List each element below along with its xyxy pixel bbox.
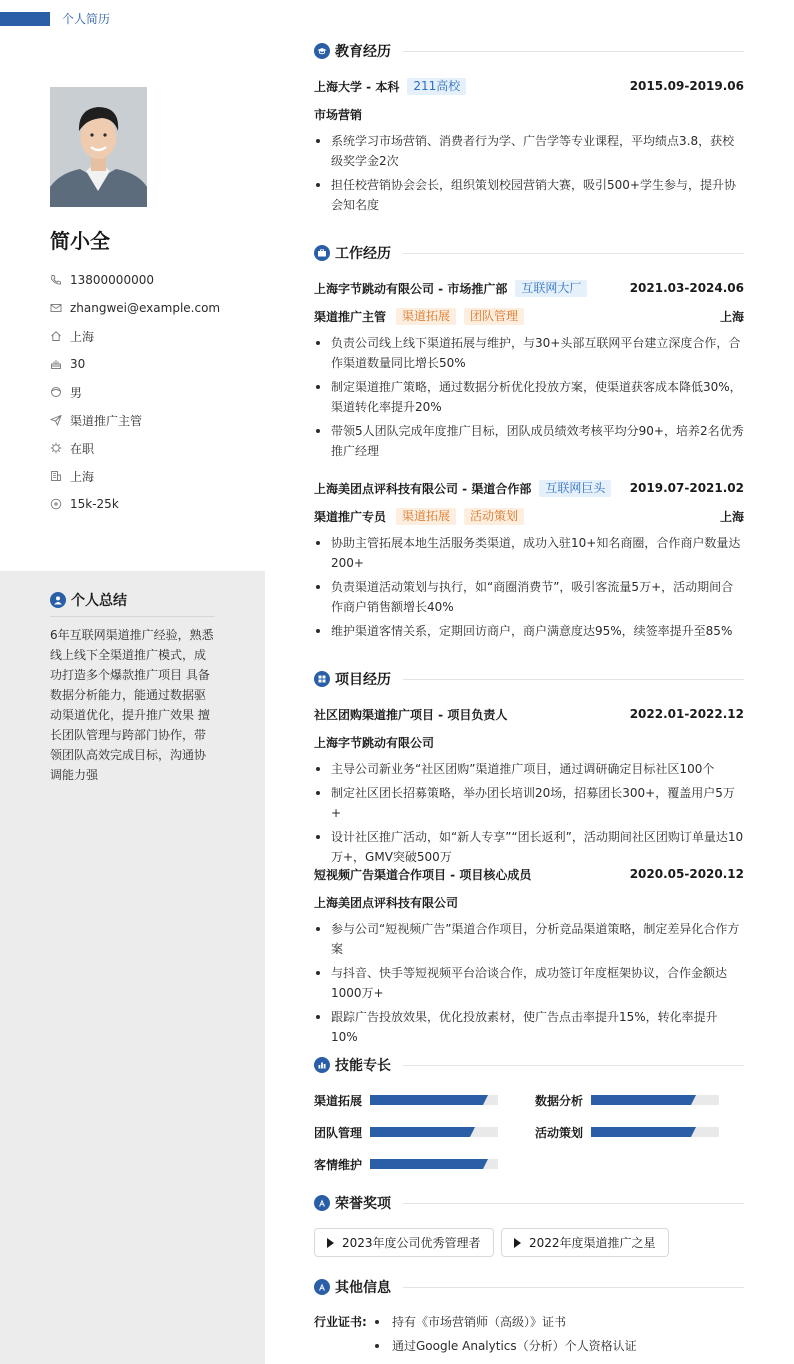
skills-divider [403, 1065, 744, 1066]
project-date: 2022.01-2022.12 [629, 707, 744, 721]
summary-line: 线上线下全渠道推广模式，成 [50, 648, 207, 662]
grid-icon [314, 671, 330, 687]
money-icon [50, 498, 62, 510]
header-accent-bar [0, 12, 50, 26]
info-position-text: 渠道推广主管 [70, 413, 143, 428]
job-role-row [314, 307, 744, 325]
status-icon [50, 442, 62, 454]
education-major [314, 105, 744, 123]
list-item: 协助主管拓展本地生活服务类渠道，成功入驻10+知名商圈，合作商户数量达200+ [314, 533, 744, 573]
project-company: 上海美团点评科技有限公司 [314, 895, 459, 910]
graduation-cap-icon [314, 43, 330, 59]
summary-text [50, 625, 220, 785]
skill-bar [591, 1095, 719, 1105]
project-header [314, 705, 744, 723]
info-email-text: zhangwei@example.com [70, 301, 221, 315]
summary-line: 6年互联网渠道推广经验，熟悉 [50, 628, 214, 642]
certificate-label: 行业证书: [314, 1315, 367, 1329]
award-label: 2022年度渠道推广之星 [529, 1236, 656, 1250]
summary-heading [50, 590, 127, 610]
projects-divider [403, 679, 744, 680]
job-header [314, 279, 744, 297]
project-company-row [314, 733, 744, 751]
project-bullets [314, 759, 744, 871]
play-icon [514, 1238, 521, 1248]
info-age [50, 350, 220, 378]
skill-bar-fill [591, 1095, 691, 1105]
education-bullets [314, 131, 744, 219]
skill-row [314, 1124, 498, 1140]
send-icon [50, 414, 62, 426]
skill-bar-fill [370, 1159, 483, 1169]
home-icon [50, 330, 62, 342]
list-item: 通过Google Analytics（分析）个人资格认证 [372, 1336, 752, 1356]
avatar [50, 87, 147, 207]
list-item: 参与公司“短视频广告”渠道合作项目，分析竞品渠道策略，制定差异化合作方案 [314, 919, 744, 959]
summary-line: 动渠道优化，提升推广效果 擅 [50, 708, 210, 722]
other-divider [403, 1287, 744, 1288]
list-item: 负责渠道活动策划与执行，如“商圈消费节”，吸引客流量5万+，活动期间合作商户销售额增长40% [314, 577, 744, 617]
info-work-city-text: 上海 [70, 469, 95, 484]
skill-label: 客情维护 [314, 1157, 363, 1172]
skill-label: 团队管理 [314, 1125, 363, 1140]
job-role: 渠道推广主管 [314, 309, 387, 324]
skills-title: 技能专长 [335, 1058, 391, 1074]
skill-bar [591, 1127, 719, 1137]
project-header [314, 865, 744, 883]
skill-row [314, 1092, 498, 1108]
skill-bar [370, 1095, 498, 1105]
summary-divider [50, 616, 215, 617]
info-gender-text: 男 [70, 385, 83, 400]
user-icon [50, 592, 66, 608]
info-gender [50, 378, 220, 406]
profile-name: 简小全 [50, 229, 110, 253]
job-city: 上海 [719, 509, 744, 524]
education-date: 2015.09-2019.06 [629, 79, 744, 93]
school-tag: 211高校 [407, 78, 466, 95]
job-role-row [314, 507, 744, 525]
list-item: 跟踪广告投放效果，优化投放素材，使广告点击率提升15%，转化率提升10% [314, 1007, 744, 1047]
list-item: 担任校营销协会会长，组织策划校园营销大赛，吸引500+学生参与，提升协会知名度 [314, 175, 744, 215]
play-icon [327, 1238, 334, 1248]
other-heading [314, 1277, 744, 1297]
job-bullets [314, 333, 744, 465]
list-item: 制定社区团长招募策略，举办团长培训20场，招募团长300+，覆盖用户5万+ [314, 783, 744, 823]
list-item: 带领5人团队完成年度推广目标，团队成员绩效考核平均分90+，培养2名优秀推广经理 [314, 421, 744, 461]
skill-bar [370, 1127, 498, 1137]
skill-row [314, 1156, 498, 1172]
skill-label: 活动策划 [535, 1125, 584, 1140]
bar-chart-icon [314, 1057, 330, 1073]
summary-title: 个人总结 [71, 593, 127, 609]
award-icon [314, 1195, 330, 1211]
project-bullets [314, 919, 744, 1051]
project-name: 社区团购渠道推广项目 - 项目负责人 [314, 707, 508, 722]
projects-title: 项目经历 [335, 672, 391, 688]
list-item: 维护渠道客情关系，定期回访商户，商户满意度达95%，续签率提升至85% [314, 621, 744, 641]
summary-line: 长团队管理与跨部门协作，带 [50, 728, 207, 742]
phone-icon [50, 274, 62, 286]
summary-line: 调能力强 [50, 768, 99, 782]
company-tag: 互联网巨头 [539, 480, 611, 497]
info-phone-text: 13800000000 [70, 273, 154, 287]
project-company: 上海字节跳动有限公司 [314, 735, 435, 750]
job-bullets [314, 533, 744, 645]
major-name: 市场营销 [314, 107, 363, 122]
info-email [50, 294, 220, 322]
list-item: 系统学习市场营销、消费者行为学、广告学等专业课程，平均绩点3.8，获校级奖学金2次 [314, 131, 744, 171]
list-item: 制定渠道推广策略，通过数据分析优化投放方案，使渠道获客成本降低30%，渠道转化率提升20% [314, 377, 744, 417]
skill-label: 渠道拓展 [314, 1093, 363, 1108]
contact-info-list [50, 266, 220, 518]
info-status-text: 在职 [70, 441, 95, 456]
info-work-city [50, 462, 220, 490]
honors-heading [314, 1193, 744, 1213]
info-location-text: 上海 [70, 329, 95, 344]
skill-label: 数据分析 [535, 1093, 584, 1108]
education-title: 教育经历 [335, 44, 391, 60]
work-heading [314, 243, 744, 263]
project-company-row [314, 893, 744, 911]
gender-icon [50, 386, 62, 398]
company-name: 上海字节跳动有限公司 - 市场推广部 [314, 281, 508, 296]
list-item: 与抖音、快手等短视频平台洽谈合作，成功签订年度框架协议，合作金额达1000万+ [314, 963, 744, 1003]
skills-heading [314, 1055, 744, 1075]
briefcase-icon [314, 245, 330, 261]
profile-photo [50, 87, 147, 207]
job-date: 2021.03-2024.06 [629, 281, 744, 295]
education-heading [314, 41, 744, 61]
education-divider [403, 51, 744, 52]
skill-row [535, 1124, 719, 1140]
list-item: 设计社区推广活动，如“新人专享”“团长返利”，活动期间社区团购订单量达10万+，GMV突破500万 [314, 827, 744, 867]
skill-bar [370, 1159, 498, 1169]
job-header [314, 479, 744, 497]
projects-heading [314, 669, 744, 689]
job-city: 上海 [719, 309, 744, 324]
award-badge [314, 1228, 494, 1257]
certificate-list [372, 1312, 752, 1360]
company-tag: 互联网大厂 [515, 280, 587, 297]
work-title: 工作经历 [335, 246, 391, 262]
project-date: 2020.05-2020.12 [629, 867, 744, 881]
honors-title: 荣誉奖项 [335, 1196, 391, 1212]
info-position [50, 406, 220, 434]
skill-bar-fill [591, 1127, 691, 1137]
work-divider [403, 253, 744, 254]
other-title: 其他信息 [335, 1280, 391, 1296]
skill-tag: 团队管理 [464, 308, 524, 325]
info-age-text: 30 [70, 357, 86, 371]
building-icon [50, 470, 62, 482]
info-phone [50, 266, 220, 294]
skill-tag: 渠道拓展 [396, 308, 456, 325]
info-icon [314, 1279, 330, 1295]
info-salary-text: 15k-25k [70, 497, 119, 511]
award-label: 2023年度公司优秀管理者 [342, 1236, 481, 1250]
summary-line: 功打造多个爆款推广项目 具备 [50, 668, 210, 682]
skill-tag: 渠道拓展 [396, 508, 456, 525]
list-item: 主导公司新业务“社区团购”渠道推广项目，通过调研确定目标社区100个 [314, 759, 744, 779]
school-name: 上海大学 - 本科 [314, 79, 400, 94]
info-salary [50, 490, 220, 518]
job-role: 渠道推广专员 [314, 509, 387, 524]
skill-row [535, 1092, 719, 1108]
info-location [50, 322, 220, 350]
honors-divider [403, 1203, 744, 1204]
skill-bar-fill [370, 1095, 483, 1105]
page-title: 个人简历 [62, 12, 111, 26]
info-status [50, 434, 220, 462]
company-name: 上海美团点评科技有限公司 - 渠道合作部 [314, 481, 532, 496]
skill-bar-fill [370, 1127, 470, 1137]
list-item: 负责公司线上线下渠道拓展与维护，与30+头部互联网平台建立深度合作，合作渠道数量同比增长50% [314, 333, 744, 373]
job-date: 2019.07-2021.02 [629, 481, 744, 495]
skill-tag: 活动策划 [464, 508, 524, 525]
cake-icon [50, 358, 62, 370]
education-entry-header [314, 77, 744, 95]
list-item: 持有《市场营销师（高级）》证书 [372, 1312, 752, 1332]
award-badge [501, 1228, 669, 1257]
summary-line: 领团队高效完成目标，沟通协 [50, 748, 207, 762]
summary-line: 数据分析能力，能通过数据驱 [50, 688, 207, 702]
project-name: 短视频广告渠道合作项目 - 项目核心成员 [314, 867, 532, 882]
mail-icon [50, 302, 62, 314]
